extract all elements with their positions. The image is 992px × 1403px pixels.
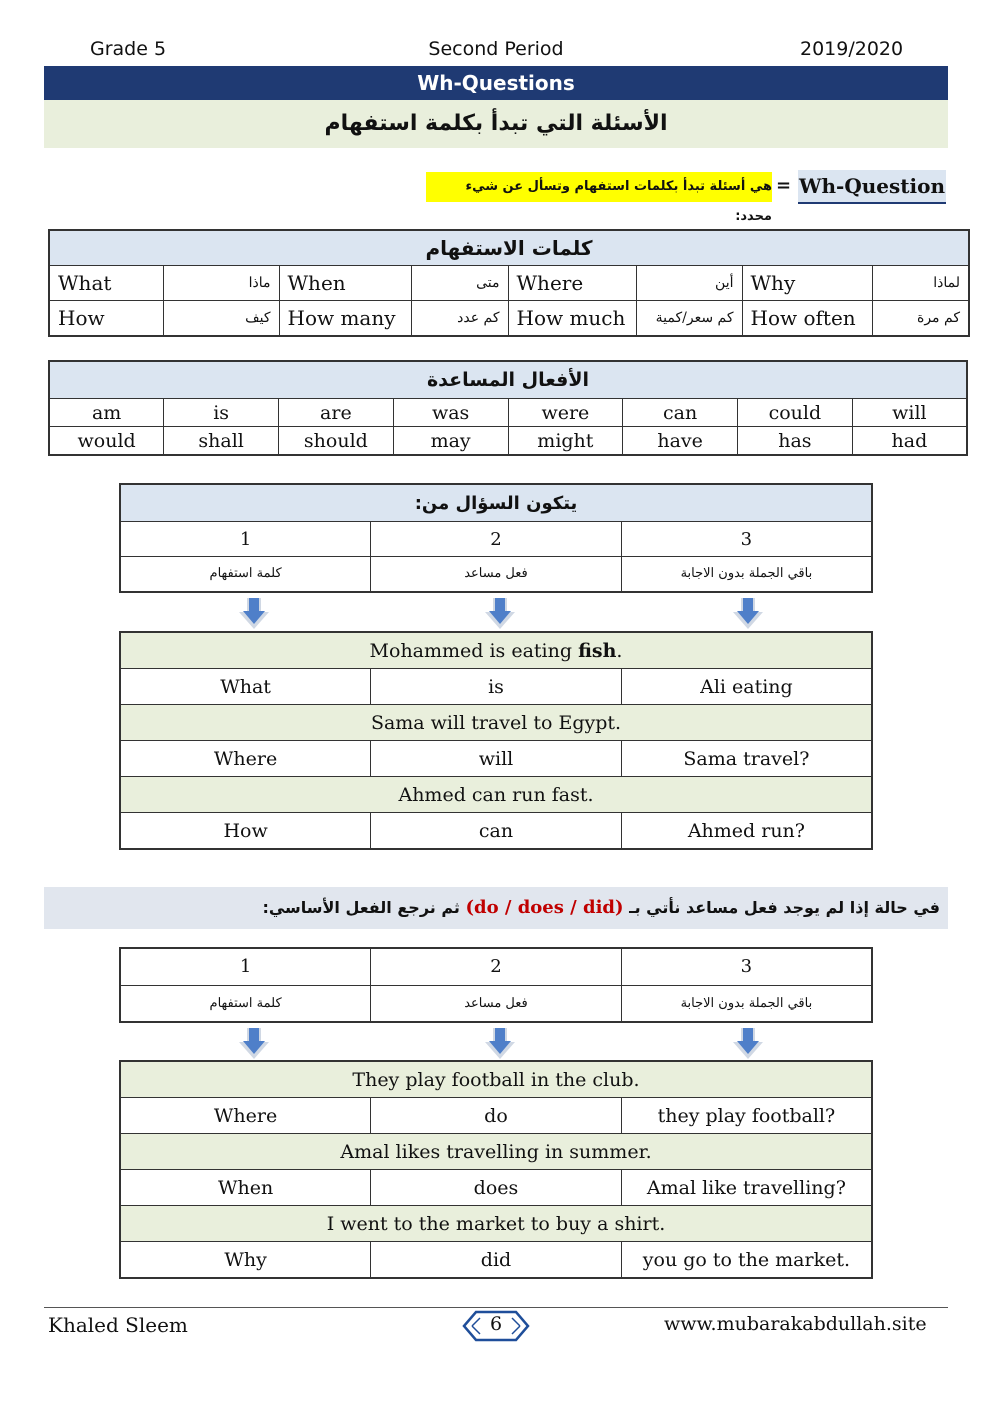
page-subtitle: الأسئلة التي تبدأ بكلمة استفهام	[44, 100, 948, 148]
example-part: When	[120, 1170, 371, 1206]
qword-en: When	[279, 266, 411, 301]
table-row	[120, 948, 872, 985]
table-row	[120, 985, 872, 1022]
aux-verb: is	[164, 399, 279, 427]
aux-verb: had	[852, 427, 967, 456]
example-part: Where	[120, 741, 371, 777]
down-arrow-icon	[236, 1026, 272, 1062]
example-sentence: Ahmed can run fast.	[120, 777, 872, 813]
grade-label: Grade 5	[90, 38, 167, 60]
qword-en: How much	[508, 301, 636, 337]
structure-label: كلمة استفهام	[120, 985, 371, 1022]
aux-verb: could	[738, 399, 853, 427]
example-sentence: Amal likes travelling in summer.	[120, 1134, 872, 1170]
aux-verb: was	[393, 399, 508, 427]
structure-number: 2	[371, 948, 622, 985]
definition-text: هي أسئلة تبدأ بكلمات استفهام وتسأل عن شيء محدد:	[426, 172, 772, 202]
example-part: is	[371, 669, 622, 705]
qword-en: Where	[508, 266, 636, 301]
table-row	[120, 669, 872, 705]
aux-verb: will	[852, 399, 967, 427]
year-label: 2019/2020	[800, 38, 904, 60]
aux-verb: am	[49, 399, 164, 427]
aux-verb: can	[623, 399, 738, 427]
example-part: Where	[120, 1098, 371, 1134]
example-part: can	[371, 813, 622, 850]
example-part: Why	[120, 1242, 371, 1279]
table-row	[120, 1098, 872, 1134]
question-words-table	[48, 229, 970, 337]
period-label: Second Period	[428, 38, 564, 60]
example-part: Ahmed run?	[621, 813, 872, 850]
example-part: Ali eating	[621, 669, 872, 705]
table-row	[120, 813, 872, 850]
qword-en: How	[49, 301, 163, 337]
example-part: What	[120, 669, 371, 705]
qword-ar: ماذا	[163, 266, 279, 301]
structure-table-2	[119, 947, 873, 1023]
structure-number: 1	[120, 522, 371, 557]
aux-verb: might	[508, 427, 623, 456]
structure-label: كلمة استفهام	[120, 557, 371, 592]
table-row	[49, 266, 969, 301]
qword-ar: متى	[411, 266, 508, 301]
aux-verbs-heading: الأفعال المساعدة	[49, 361, 967, 399]
structure-number: 2	[371, 522, 622, 557]
aux-verb: are	[279, 399, 394, 427]
footer-author: Khaled Sleem	[48, 1313, 188, 1337]
page-title: Wh-Questions	[44, 66, 948, 100]
example-part: Amal like travelling?	[621, 1170, 872, 1206]
table-row	[120, 522, 872, 557]
aux-verb: shall	[164, 427, 279, 456]
qword-en: How often	[742, 301, 872, 337]
structure-number: 1	[120, 948, 371, 985]
qword-ar: كم سعر/كمية	[636, 301, 742, 337]
table-row	[120, 1242, 872, 1279]
structure-label: باقي الجملة بدون الاجابة	[621, 557, 872, 592]
structure-heading: يتكون السؤال من:	[120, 484, 872, 522]
structure-number: 3	[621, 948, 872, 985]
table-row	[49, 399, 967, 427]
down-arrow-icon	[730, 1026, 766, 1062]
qword-ar: كم مرة	[872, 301, 969, 337]
qword-ar: كيف	[163, 301, 279, 337]
do-does-did-note: في حالة إذا لم يوجد فعل مساعد نأتي بـ (do / does / did) ثم نرجع الفعل الأساسي:	[44, 887, 948, 929]
qword-en: How many	[279, 301, 411, 337]
example-part: they play football?	[621, 1098, 872, 1134]
example-sentence: I went to the market to buy a shirt.	[120, 1206, 872, 1242]
aux-verb: have	[623, 427, 738, 456]
down-arrow-icon	[482, 1026, 518, 1062]
footer-site: www.mubarakabdullah.site	[664, 1313, 927, 1335]
page-number: 6	[489, 1313, 503, 1335]
table-row	[120, 741, 872, 777]
down-arrow-icon	[236, 596, 272, 632]
definition-term: Wh-Question	[798, 170, 946, 204]
structure-label: فعل مساعد	[371, 985, 622, 1022]
aux-verb: has	[738, 427, 853, 456]
examples-table-1	[119, 631, 873, 850]
aux-verb: were	[508, 399, 623, 427]
example-sentence: Mohammed is eating fish.	[120, 632, 872, 669]
aux-verbs-table	[48, 360, 968, 456]
table-row	[49, 427, 967, 456]
qword-ar: أين	[636, 266, 742, 301]
example-sentence: They play football in the club.	[120, 1061, 872, 1098]
table-row	[49, 301, 969, 337]
qword-en: What	[49, 266, 163, 301]
example-part: will	[371, 741, 622, 777]
definition-equals: =	[776, 175, 792, 196]
question-words-heading: كلمات الاستفهام	[49, 230, 969, 266]
example-part: did	[371, 1242, 622, 1279]
qword-ar: لماذا	[872, 266, 969, 301]
structure-label: فعل مساعد	[371, 557, 622, 592]
structure-number: 3	[621, 522, 872, 557]
table-row	[120, 557, 872, 592]
down-arrow-icon	[730, 596, 766, 632]
example-sentence: Sama will travel to Egypt.	[120, 705, 872, 741]
down-arrow-icon	[482, 596, 518, 632]
table-row	[120, 1170, 872, 1206]
example-part: you go to the market.	[621, 1242, 872, 1279]
qword-en: Why	[742, 266, 872, 301]
examples-table-2	[119, 1060, 873, 1279]
structure-label: باقي الجملة بدون الاجابة	[621, 985, 872, 1022]
qword-ar: كم عدد	[411, 301, 508, 337]
example-part: do	[371, 1098, 622, 1134]
aux-verb: may	[393, 427, 508, 456]
example-part: Sama travel?	[621, 741, 872, 777]
aux-verb: should	[279, 427, 394, 456]
example-part: does	[371, 1170, 622, 1206]
aux-verb: would	[49, 427, 164, 456]
example-part: How	[120, 813, 371, 850]
structure-table-1	[119, 483, 873, 593]
